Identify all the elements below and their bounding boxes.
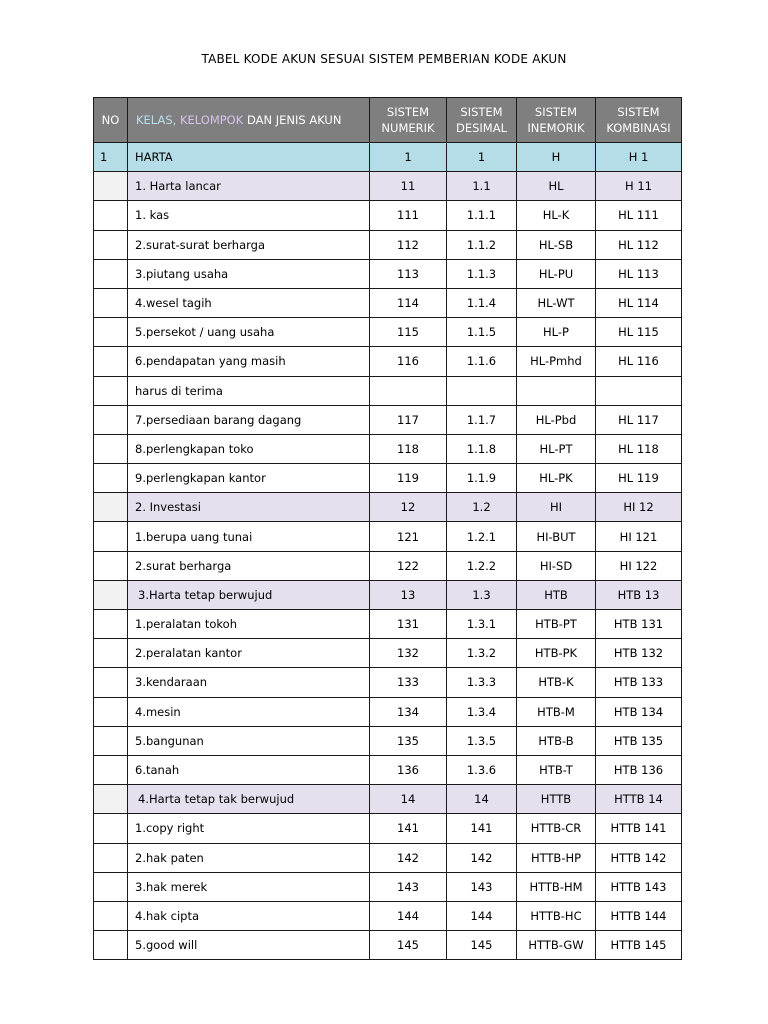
cell-kombinasi: HI 12 (596, 493, 682, 522)
table-row (94, 610, 682, 639)
cell-no (94, 843, 128, 872)
cell-desimal: 1 (447, 143, 517, 172)
cell-name: 2.peralatan kantor (128, 639, 370, 668)
cell-desimal: 1.3.6 (447, 755, 517, 784)
table-row (94, 931, 682, 960)
cell-desimal: 1.1.9 (447, 464, 517, 493)
cell-no (94, 318, 128, 347)
cell-kombinasi: HTB 134 (596, 697, 682, 726)
cell-numerik: 134 (370, 697, 447, 726)
cell-name: harus di terima (128, 376, 370, 405)
cell-desimal: 1.2.1 (447, 522, 517, 551)
cell-numerik: 11 (370, 172, 447, 201)
cell-inemorik: HTB-PT (517, 610, 596, 639)
cell-name: 5.good will (128, 931, 370, 960)
cell-numerik: 112 (370, 230, 447, 259)
cell-desimal: 1.1.4 (447, 288, 517, 317)
cell-numerik: 113 (370, 259, 447, 288)
cell-kombinasi: HI 121 (596, 522, 682, 551)
cell-numerik: 143 (370, 872, 447, 901)
header-no: NO (94, 98, 128, 143)
cell-name: HARTA (128, 143, 370, 172)
cell-inemorik: HL-Pbd (517, 405, 596, 434)
cell-kombinasi: HI 122 (596, 551, 682, 580)
cell-desimal: 1.2.2 (447, 551, 517, 580)
cell-kombinasi: HL 118 (596, 434, 682, 463)
cell-name: 1. kas (128, 201, 370, 230)
cell-desimal: 144 (447, 901, 517, 930)
table-row (94, 259, 682, 288)
cell-name: 6.tanah (128, 755, 370, 784)
cell-name: 8.perlengkapan toko (128, 434, 370, 463)
header-kelas: KELAS, (136, 113, 177, 127)
table-row (94, 843, 682, 872)
account-code-table (93, 97, 682, 960)
cell-desimal: 1.3.2 (447, 639, 517, 668)
cell-numerik: 12 (370, 493, 447, 522)
cell-kombinasi: HTB 132 (596, 639, 682, 668)
table-body (94, 143, 682, 960)
cell-desimal (447, 376, 517, 405)
cell-inemorik: HTB-B (517, 726, 596, 755)
header-inemorik: SISTEM INEMORIK (517, 98, 596, 143)
cell-kombinasi: HTTB 14 (596, 785, 682, 814)
cell-no (94, 376, 128, 405)
cell-inemorik: HL-SB (517, 230, 596, 259)
table-row (94, 493, 682, 522)
cell-kombinasi: HTTB 142 (596, 843, 682, 872)
cell-no (94, 522, 128, 551)
cell-desimal: 1.1.8 (447, 434, 517, 463)
cell-kombinasi: HL 115 (596, 318, 682, 347)
cell-desimal: 142 (447, 843, 517, 872)
cell-numerik: 114 (370, 288, 447, 317)
cell-kombinasi: HL 111 (596, 201, 682, 230)
cell-name: 7.persediaan barang dagang (128, 405, 370, 434)
cell-inemorik: HTTB-GW (517, 931, 596, 960)
table-row (94, 639, 682, 668)
cell-desimal: 1.1.2 (447, 230, 517, 259)
cell-desimal: 1.3 (447, 580, 517, 609)
cell-no (94, 785, 128, 814)
cell-numerik: 136 (370, 755, 447, 784)
cell-inemorik: HL-PK (517, 464, 596, 493)
cell-numerik: 132 (370, 639, 447, 668)
cell-kombinasi: HTB 133 (596, 668, 682, 697)
cell-numerik: 135 (370, 726, 447, 755)
cell-numerik: 145 (370, 931, 447, 960)
table-row (94, 143, 682, 172)
cell-inemorik: HTTB-HC (517, 901, 596, 930)
cell-desimal: 1.1.5 (447, 318, 517, 347)
cell-kombinasi: H 11 (596, 172, 682, 201)
table-header-row (94, 98, 682, 143)
cell-inemorik: HTB-T (517, 755, 596, 784)
table-row (94, 522, 682, 551)
cell-no (94, 493, 128, 522)
cell-desimal: 145 (447, 931, 517, 960)
cell-no (94, 610, 128, 639)
cell-name: 9.perlengkapan kantor (128, 464, 370, 493)
cell-name: 3.hak merek (128, 872, 370, 901)
cell-inemorik: HL-PT (517, 434, 596, 463)
table-row (94, 668, 682, 697)
cell-no (94, 726, 128, 755)
cell-kombinasi: H 1 (596, 143, 682, 172)
cell-no (94, 464, 128, 493)
cell-desimal: 1.3.3 (447, 668, 517, 697)
cell-inemorik: HTB (517, 580, 596, 609)
table-row (94, 755, 682, 784)
cell-no (94, 288, 128, 317)
cell-numerik: 121 (370, 522, 447, 551)
cell-numerik: 144 (370, 901, 447, 930)
cell-name: 2.surat-surat berharga (128, 230, 370, 259)
cell-inemorik: HTTB-HM (517, 872, 596, 901)
table-row (94, 347, 682, 376)
cell-inemorik (517, 376, 596, 405)
table-row (94, 814, 682, 843)
header-kombinasi: SISTEM KOMBINASI (596, 98, 682, 143)
cell-name: 2.hak paten (128, 843, 370, 872)
cell-no (94, 639, 128, 668)
cell-name: 5.persekot / uang usaha (128, 318, 370, 347)
cell-desimal: 1.1.7 (447, 405, 517, 434)
cell-inemorik: HTTB-CR (517, 814, 596, 843)
header-numerik: SISTEM NUMERIK (370, 98, 447, 143)
cell-numerik: 1 (370, 143, 447, 172)
cell-kombinasi (596, 376, 682, 405)
cell-name: 3.kendaraan (128, 668, 370, 697)
cell-name: 2.surat berharga (128, 551, 370, 580)
table-row (94, 580, 682, 609)
cell-numerik: 14 (370, 785, 447, 814)
cell-name: 4.Harta tetap tak berwujud (128, 785, 370, 814)
table-row (94, 464, 682, 493)
table-row (94, 697, 682, 726)
cell-no: 1 (94, 143, 128, 172)
table-row (94, 201, 682, 230)
cell-numerik: 115 (370, 318, 447, 347)
cell-name: 3.piutang usaha (128, 259, 370, 288)
cell-name: 2. Investasi (128, 493, 370, 522)
cell-name: 4.hak cipta (128, 901, 370, 930)
cell-kombinasi: HTB 135 (596, 726, 682, 755)
cell-inemorik: HTTB (517, 785, 596, 814)
cell-no (94, 551, 128, 580)
table-row (94, 551, 682, 580)
cell-desimal: 141 (447, 814, 517, 843)
cell-no (94, 405, 128, 434)
cell-name: 5.bangunan (128, 726, 370, 755)
cell-numerik: 122 (370, 551, 447, 580)
cell-no (94, 434, 128, 463)
cell-no (94, 230, 128, 259)
cell-kombinasi: HTTB 144 (596, 901, 682, 930)
cell-inemorik: HI (517, 493, 596, 522)
cell-no (94, 347, 128, 376)
cell-inemorik: HI-SD (517, 551, 596, 580)
cell-inemorik: HI-BUT (517, 522, 596, 551)
cell-no (94, 259, 128, 288)
cell-kombinasi: HTTB 141 (596, 814, 682, 843)
cell-kombinasi: HTTB 145 (596, 931, 682, 960)
cell-no (94, 931, 128, 960)
cell-no (94, 697, 128, 726)
table-row (94, 405, 682, 434)
cell-numerik: 116 (370, 347, 447, 376)
cell-numerik: 13 (370, 580, 447, 609)
cell-inemorik: HTB-K (517, 668, 596, 697)
cell-numerik: 141 (370, 814, 447, 843)
cell-numerik: 119 (370, 464, 447, 493)
cell-inemorik: HL-Pmhd (517, 347, 596, 376)
cell-inemorik: HTTB-HP (517, 843, 596, 872)
cell-desimal: 143 (447, 872, 517, 901)
cell-kombinasi: HL 114 (596, 288, 682, 317)
header-account (128, 98, 370, 143)
cell-inemorik: HL-P (517, 318, 596, 347)
cell-inemorik: HTB-M (517, 697, 596, 726)
cell-name: 1.peralatan tokoh (128, 610, 370, 639)
cell-kombinasi: HL 113 (596, 259, 682, 288)
cell-numerik: 133 (370, 668, 447, 697)
cell-kombinasi: HTB 131 (596, 610, 682, 639)
table-row (94, 785, 682, 814)
cell-name: 1. Harta lancar (128, 172, 370, 201)
cell-desimal: 1.1.6 (447, 347, 517, 376)
cell-desimal: 1.3.5 (447, 726, 517, 755)
table-row (94, 318, 682, 347)
cell-inemorik: H (517, 143, 596, 172)
cell-name: 4.wesel tagih (128, 288, 370, 317)
cell-name: 4.mesin (128, 697, 370, 726)
cell-no (94, 872, 128, 901)
cell-no (94, 901, 128, 930)
cell-desimal: 1.2 (447, 493, 517, 522)
header-jenis: DAN JENIS AKUN (246, 113, 342, 127)
cell-kombinasi: HL 116 (596, 347, 682, 376)
cell-inemorik: HL-WT (517, 288, 596, 317)
cell-desimal: 1.1.1 (447, 201, 517, 230)
cell-desimal: 1.3.1 (447, 610, 517, 639)
cell-no (94, 668, 128, 697)
cell-name: 3.Harta tetap berwujud (128, 580, 370, 609)
cell-no (94, 580, 128, 609)
cell-desimal: 1.3.4 (447, 697, 517, 726)
cell-inemorik: HTB-PK (517, 639, 596, 668)
cell-no (94, 755, 128, 784)
table-row (94, 726, 682, 755)
cell-numerik: 117 (370, 405, 447, 434)
cell-numerik: 142 (370, 843, 447, 872)
table-row (94, 376, 682, 405)
table-row (94, 172, 682, 201)
cell-numerik (370, 376, 447, 405)
table-row (94, 434, 682, 463)
cell-no (94, 814, 128, 843)
cell-kombinasi: HL 119 (596, 464, 682, 493)
cell-kombinasi: HL 117 (596, 405, 682, 434)
cell-inemorik: HL-K (517, 201, 596, 230)
cell-inemorik: HL (517, 172, 596, 201)
cell-name: 6.pendapatan yang masih (128, 347, 370, 376)
cell-numerik: 118 (370, 434, 447, 463)
cell-desimal: 1.1.3 (447, 259, 517, 288)
cell-kombinasi: HTTB 143 (596, 872, 682, 901)
table-row (94, 288, 682, 317)
cell-numerik: 131 (370, 610, 447, 639)
cell-no (94, 201, 128, 230)
cell-numerik: 111 (370, 201, 447, 230)
table-row (94, 901, 682, 930)
table-row (94, 230, 682, 259)
table-row (94, 872, 682, 901)
header-desimal: SISTEM DESIMAL (447, 98, 517, 143)
cell-kombinasi: HTB 136 (596, 755, 682, 784)
cell-desimal: 14 (447, 785, 517, 814)
header-kelompok: KELOMPOK (179, 113, 244, 127)
page-title: TABEL KODE AKUN SESUAI SISTEM PEMBERIAN KODE AKUN (201, 52, 567, 66)
cell-desimal: 1.1 (447, 172, 517, 201)
cell-kombinasi: HTB 13 (596, 580, 682, 609)
cell-kombinasi: HL 112 (596, 230, 682, 259)
cell-inemorik: HL-PU (517, 259, 596, 288)
cell-no (94, 172, 128, 201)
cell-name: 1.copy right (128, 814, 370, 843)
cell-name: 1.berupa uang tunai (128, 522, 370, 551)
